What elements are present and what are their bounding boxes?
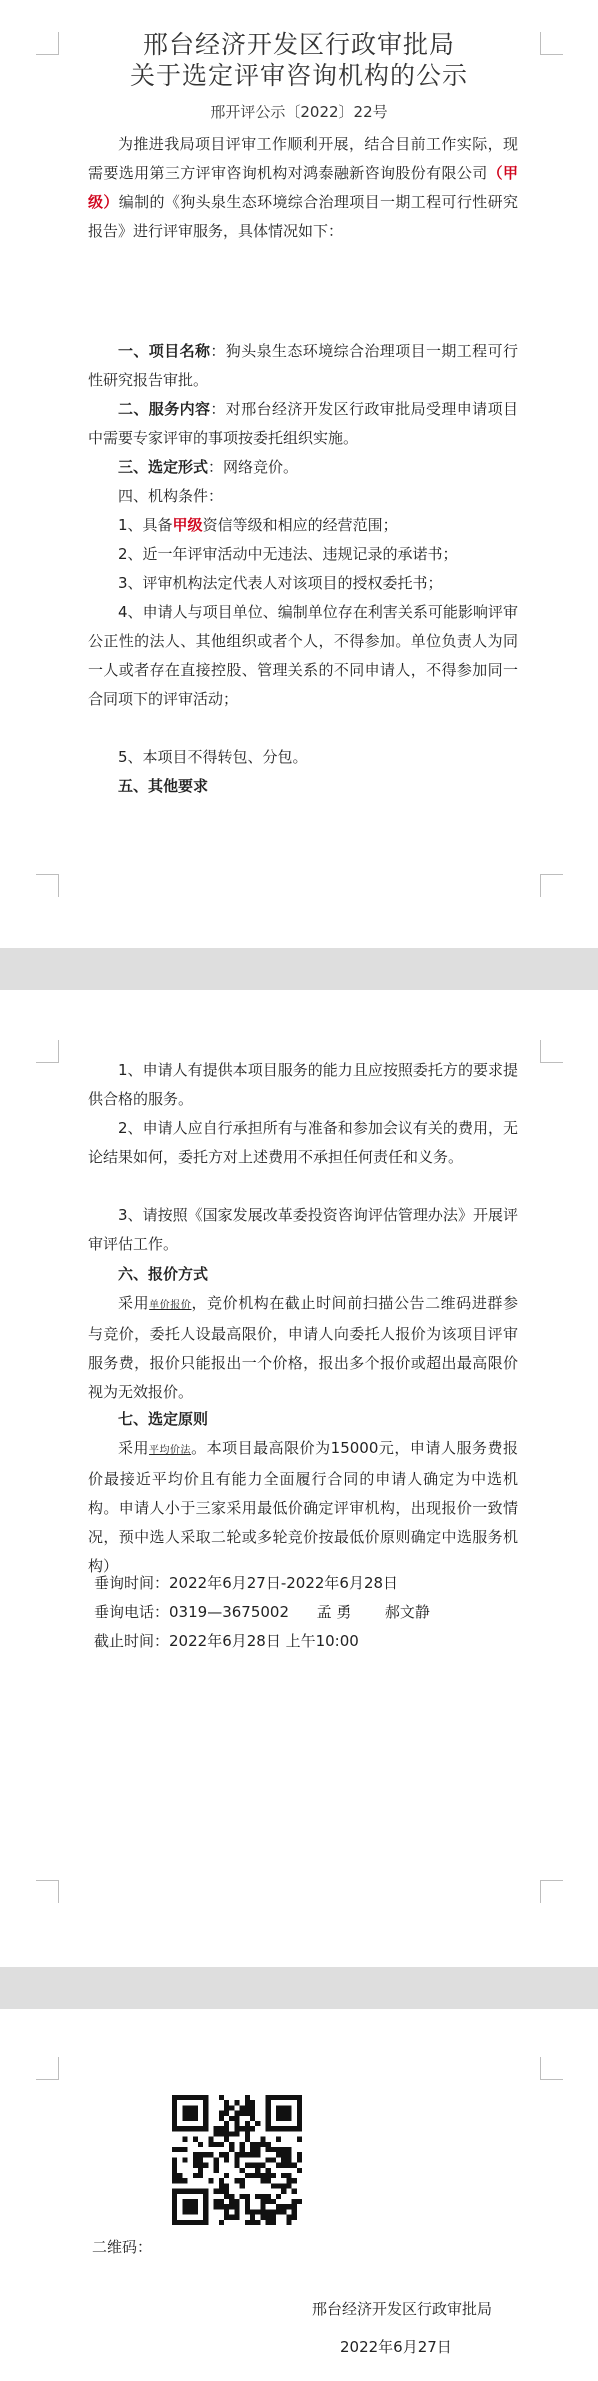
section-service-content [88, 395, 518, 453]
section-principle-text: 采用平均价法。本项目最高限价为15000元，申请人服务费报价最接近平均价且有能力全面履行合同的申请人确定为中选机构。申请人小于三家采用最低价确定评审机构，出现报价一致情况，预中选人采取二轮或多轮竞价按最低价原则确定中选服务机构） [88, 1439, 518, 1575]
page-1 [0, 0, 598, 948]
pricing-method: 单价报价 [149, 1300, 192, 1311]
inquiry-phone: 垂询电话：0319—3675002 孟 勇 郝文静 [94, 1603, 430, 1621]
contact-person: 孟 勇 [316, 1603, 352, 1621]
other-requirement-item: 2、申请人应自行承担所有与准备和参加会议有关的费用，无论结果如何，委托方对上述费用不承担任何责任和义务。 [88, 1119, 518, 1166]
grade-badge: （甲级） [88, 164, 518, 211]
intro-paragraph [88, 130, 518, 246]
crop-mark [540, 1040, 563, 1063]
crop-mark [36, 1040, 59, 1063]
section-text: ：狗头泉生态环境综合治理项目一期工程可行性研究报告审批。 [88, 342, 518, 389]
signature-date: 2022年6月27日 [340, 2338, 452, 2356]
section-label: 三、选定形式 [118, 458, 209, 476]
section-text: ：网络竞价。 [208, 458, 299, 476]
crop-mark [540, 2057, 563, 2080]
requirement-item: 5、本项目不得转包、分包。 [118, 748, 308, 766]
signature-org: 邢台经济开发区行政审批局 [312, 2300, 493, 2318]
requirement-item: 4、申请人与项目单位、编制单位存在利害关系可能影响评审公正性的法人、其他组织或者个人，不得参加。单位负责人为同一人或者存在直接控股、管理关系的不同申请人，不得参加同一合同项下的评审活动； [88, 603, 518, 708]
doc-title-line2: 关于选定评审咨询机构的公示 [129, 61, 468, 90]
section-pricing-text: 采用单价报价，竞价机构在截止时间前扫描公告二维码进群参与竞价，委托人设最高限价，申请人向委托人报价为该项目评审服务费，报价只能报出一个价格，报出多个报价或超出最高限价视为无效报价。 [88, 1294, 518, 1401]
intro-text-a: 为推进我局项目评审工作顺利开展，结合目前工作实际，现需要选用第三方评审咨询机构对鸿泰融新咨询股份有限公司 [88, 135, 518, 182]
page-2 [0, 990, 598, 1967]
contact-person: 郝文静 [384, 1603, 430, 1621]
grade-level: 甲级 [172, 516, 203, 534]
crop-mark [540, 1880, 563, 1903]
section-text: ：对邢台经济开发区行政审批局受理申请项目中需要专家评审的事项按委托组织实施。 [88, 400, 518, 447]
section-label: 二、服务内容 [118, 400, 211, 418]
requirement-item: 2、近一年评审活动中无违法、违规记录的承诺书； [118, 545, 458, 563]
inquiry-time: 垂询时间：2022年6月27日-2022年6月28日 [94, 1574, 399, 1592]
crop-mark [36, 1880, 59, 1903]
section-other-requirements-title: 五、其他要求 [118, 777, 209, 795]
requirement-item: 1、具备甲级资信等级和相应的经营范围； [118, 516, 398, 534]
page-separator [0, 948, 598, 990]
qr-label: 二维码： [92, 2238, 153, 2256]
doc-number: 邢开评公示〔2022〕22号 [210, 103, 388, 121]
section-requirements-title: 四、机构条件： [118, 487, 224, 505]
page-separator [0, 1967, 598, 2009]
other-requirement-item: 3、请按照《国家发展改革委投资咨询评估管理办法》开展评审评估工作。 [88, 1206, 518, 1253]
crop-mark [540, 874, 563, 897]
requirement-item: 3、评审机构法定代表人对该项目的授权委托书； [118, 574, 443, 592]
section-principle-title: 七、选定原则 [118, 1410, 209, 1428]
intro-text-c: 编制的《狗头泉生态环境综合治理项目一期工程可行性研究报告》进行评审服务，具体情况如下： [88, 193, 518, 240]
crop-mark [36, 874, 59, 897]
section-label: 一、项目名称 [118, 342, 211, 360]
section-selection-form [88, 453, 518, 482]
doc-title-line1: 邢台经济开发区行政审批局 [142, 30, 455, 59]
section-pricing-title: 六、报价方式 [118, 1265, 209, 1283]
crop-mark [36, 2057, 59, 2080]
section-project-name [88, 337, 518, 395]
deadline: 截止时间：2022年6月28日 上午10:00 [94, 1632, 359, 1650]
other-requirement-item: 1、申请人有提供本项目服务的能力且应按照委托方的要求提供合格的服务。 [88, 1061, 518, 1108]
principle-method: 平均价法 [149, 1445, 192, 1456]
qr-code [172, 2095, 302, 2225]
